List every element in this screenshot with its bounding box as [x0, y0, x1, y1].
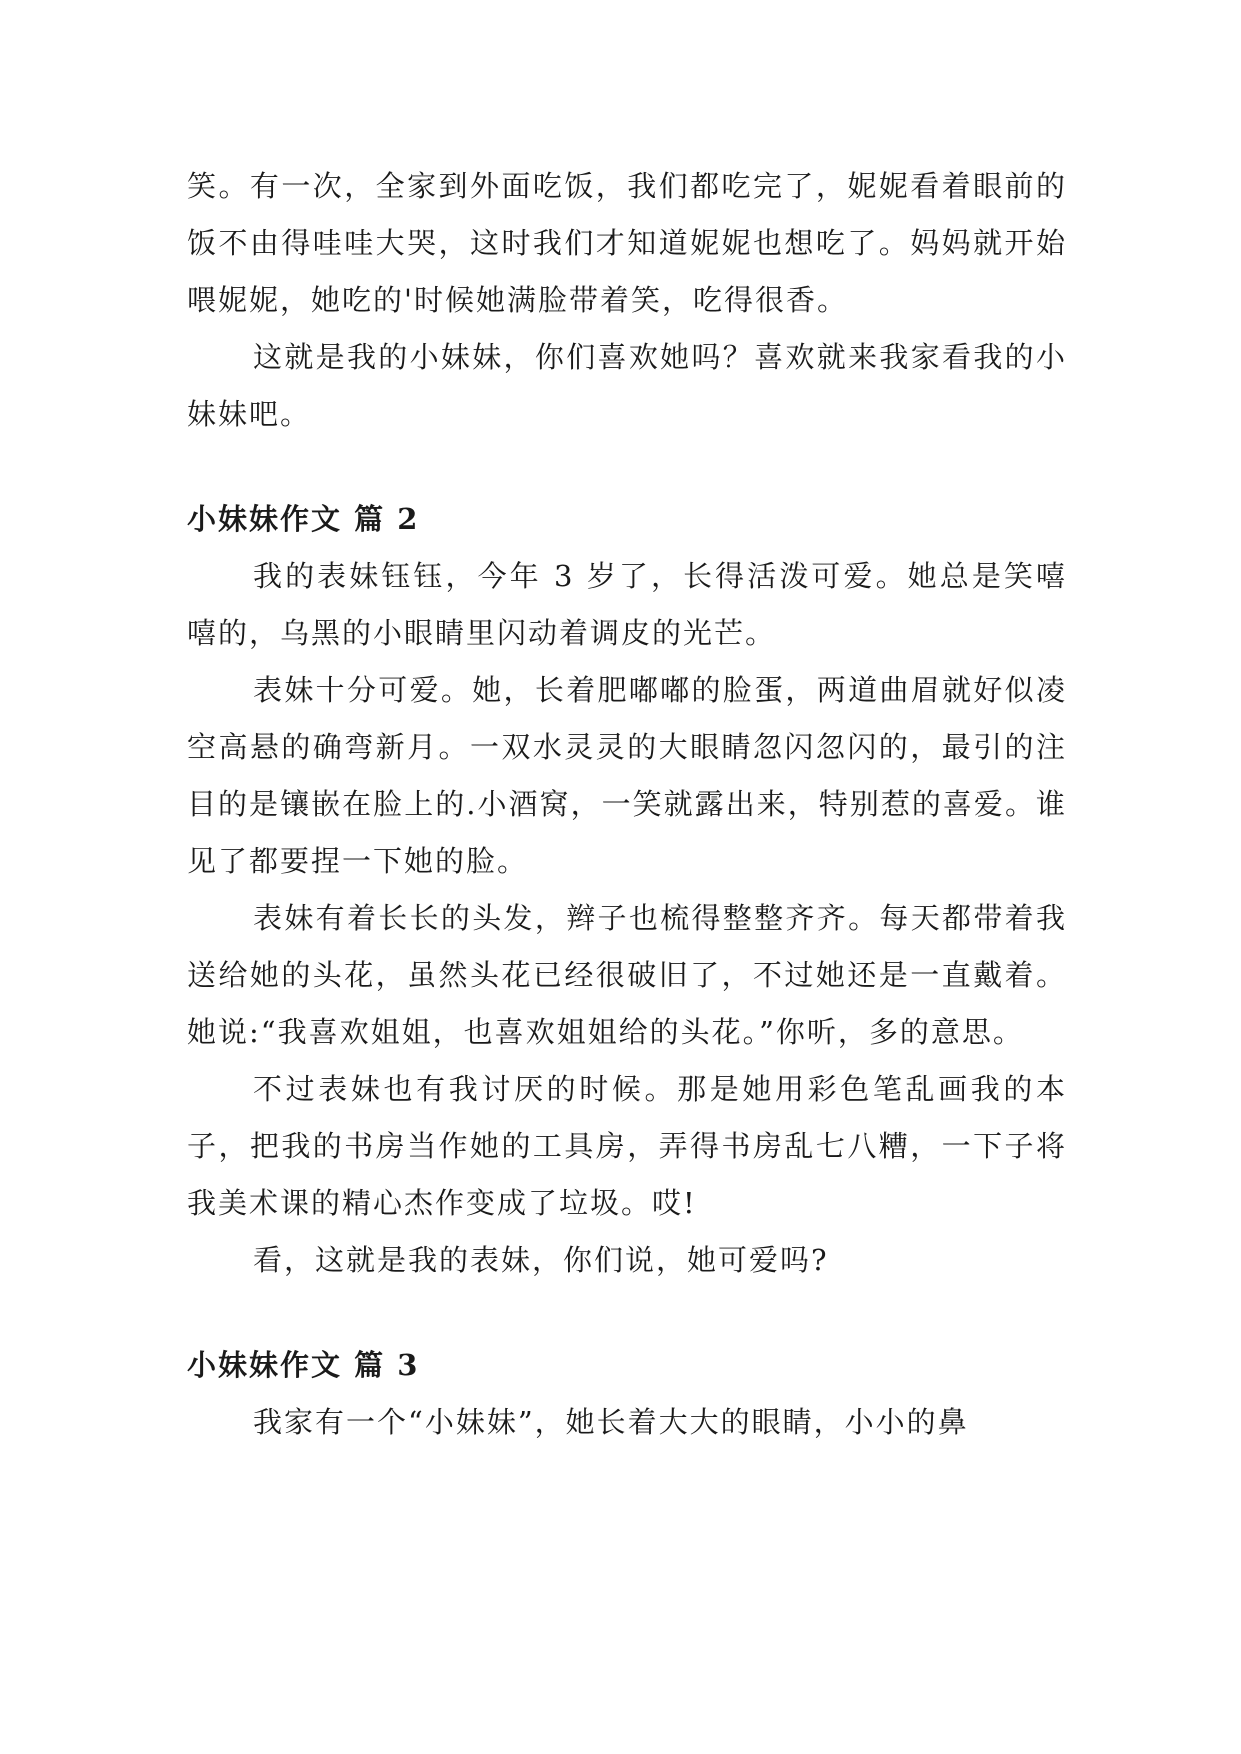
- section-heading: 小妹妹作文 篇 2: [187, 502, 420, 536]
- paragraph: 这就是我的小妹妹，你们喜欢她吗？喜欢就来我家看我的小妹妹吧。: [187, 340, 1067, 431]
- section-heading: 小妹妹作文 篇 3: [187, 1348, 420, 1382]
- paragraph: 表妹十分可爱。她，长着肥嘟嘟的脸蛋，两道曲眉就好似凌空高悬的确弯新月。一双水灵灵的大眼睛忽闪忽闪的，最引的注目的是镶嵌在脸上的.小酒窝，一笑就露出来，特别惹的喜爱。谁见了都要捏一下她的脸。: [187, 673, 1067, 878]
- document-page: [187, 158, 1067, 1451]
- paragraph: 笑。有一次，全家到外面吃饭，我们都吃完了，妮妮看着眼前的饭不由得哇哇大哭，这时我们才知道妮妮也想吃了。妈妈就开始喂妮妮，她吃的'时候她满脸带着笑，吃得很香。: [187, 169, 1067, 317]
- paragraph: 不过表妹也有我讨厌的时候。那是她用彩色笔乱画我的本子，把我的书房当作她的工具房，弄得书房乱七八糟，一下子将我美术课的精心杰作变成了垃圾。哎!: [187, 1072, 1067, 1220]
- paragraph: 看，这就是我的表妹，你们说，她可爱吗?: [253, 1243, 829, 1277]
- paragraph: 我家有一个“小妹妹”，她长着大大的眼睛，小小的鼻: [253, 1405, 969, 1439]
- paragraph: 我的表妹钰钰，今年 3 岁了，长得活泼可爱。她总是笑嘻嘻的，乌黑的小眼睛里闪动着调皮的光芒。: [187, 559, 1067, 650]
- paragraph: 表妹有着长长的头发，辫子也梳得整整齐齐。每天都带着我送给她的头花，虽然头花已经很破旧了，不过她还是一直戴着。她说:“我喜欢姐姐，也喜欢姐姐给的头花。”你听，多的意思。: [187, 901, 1067, 1049]
